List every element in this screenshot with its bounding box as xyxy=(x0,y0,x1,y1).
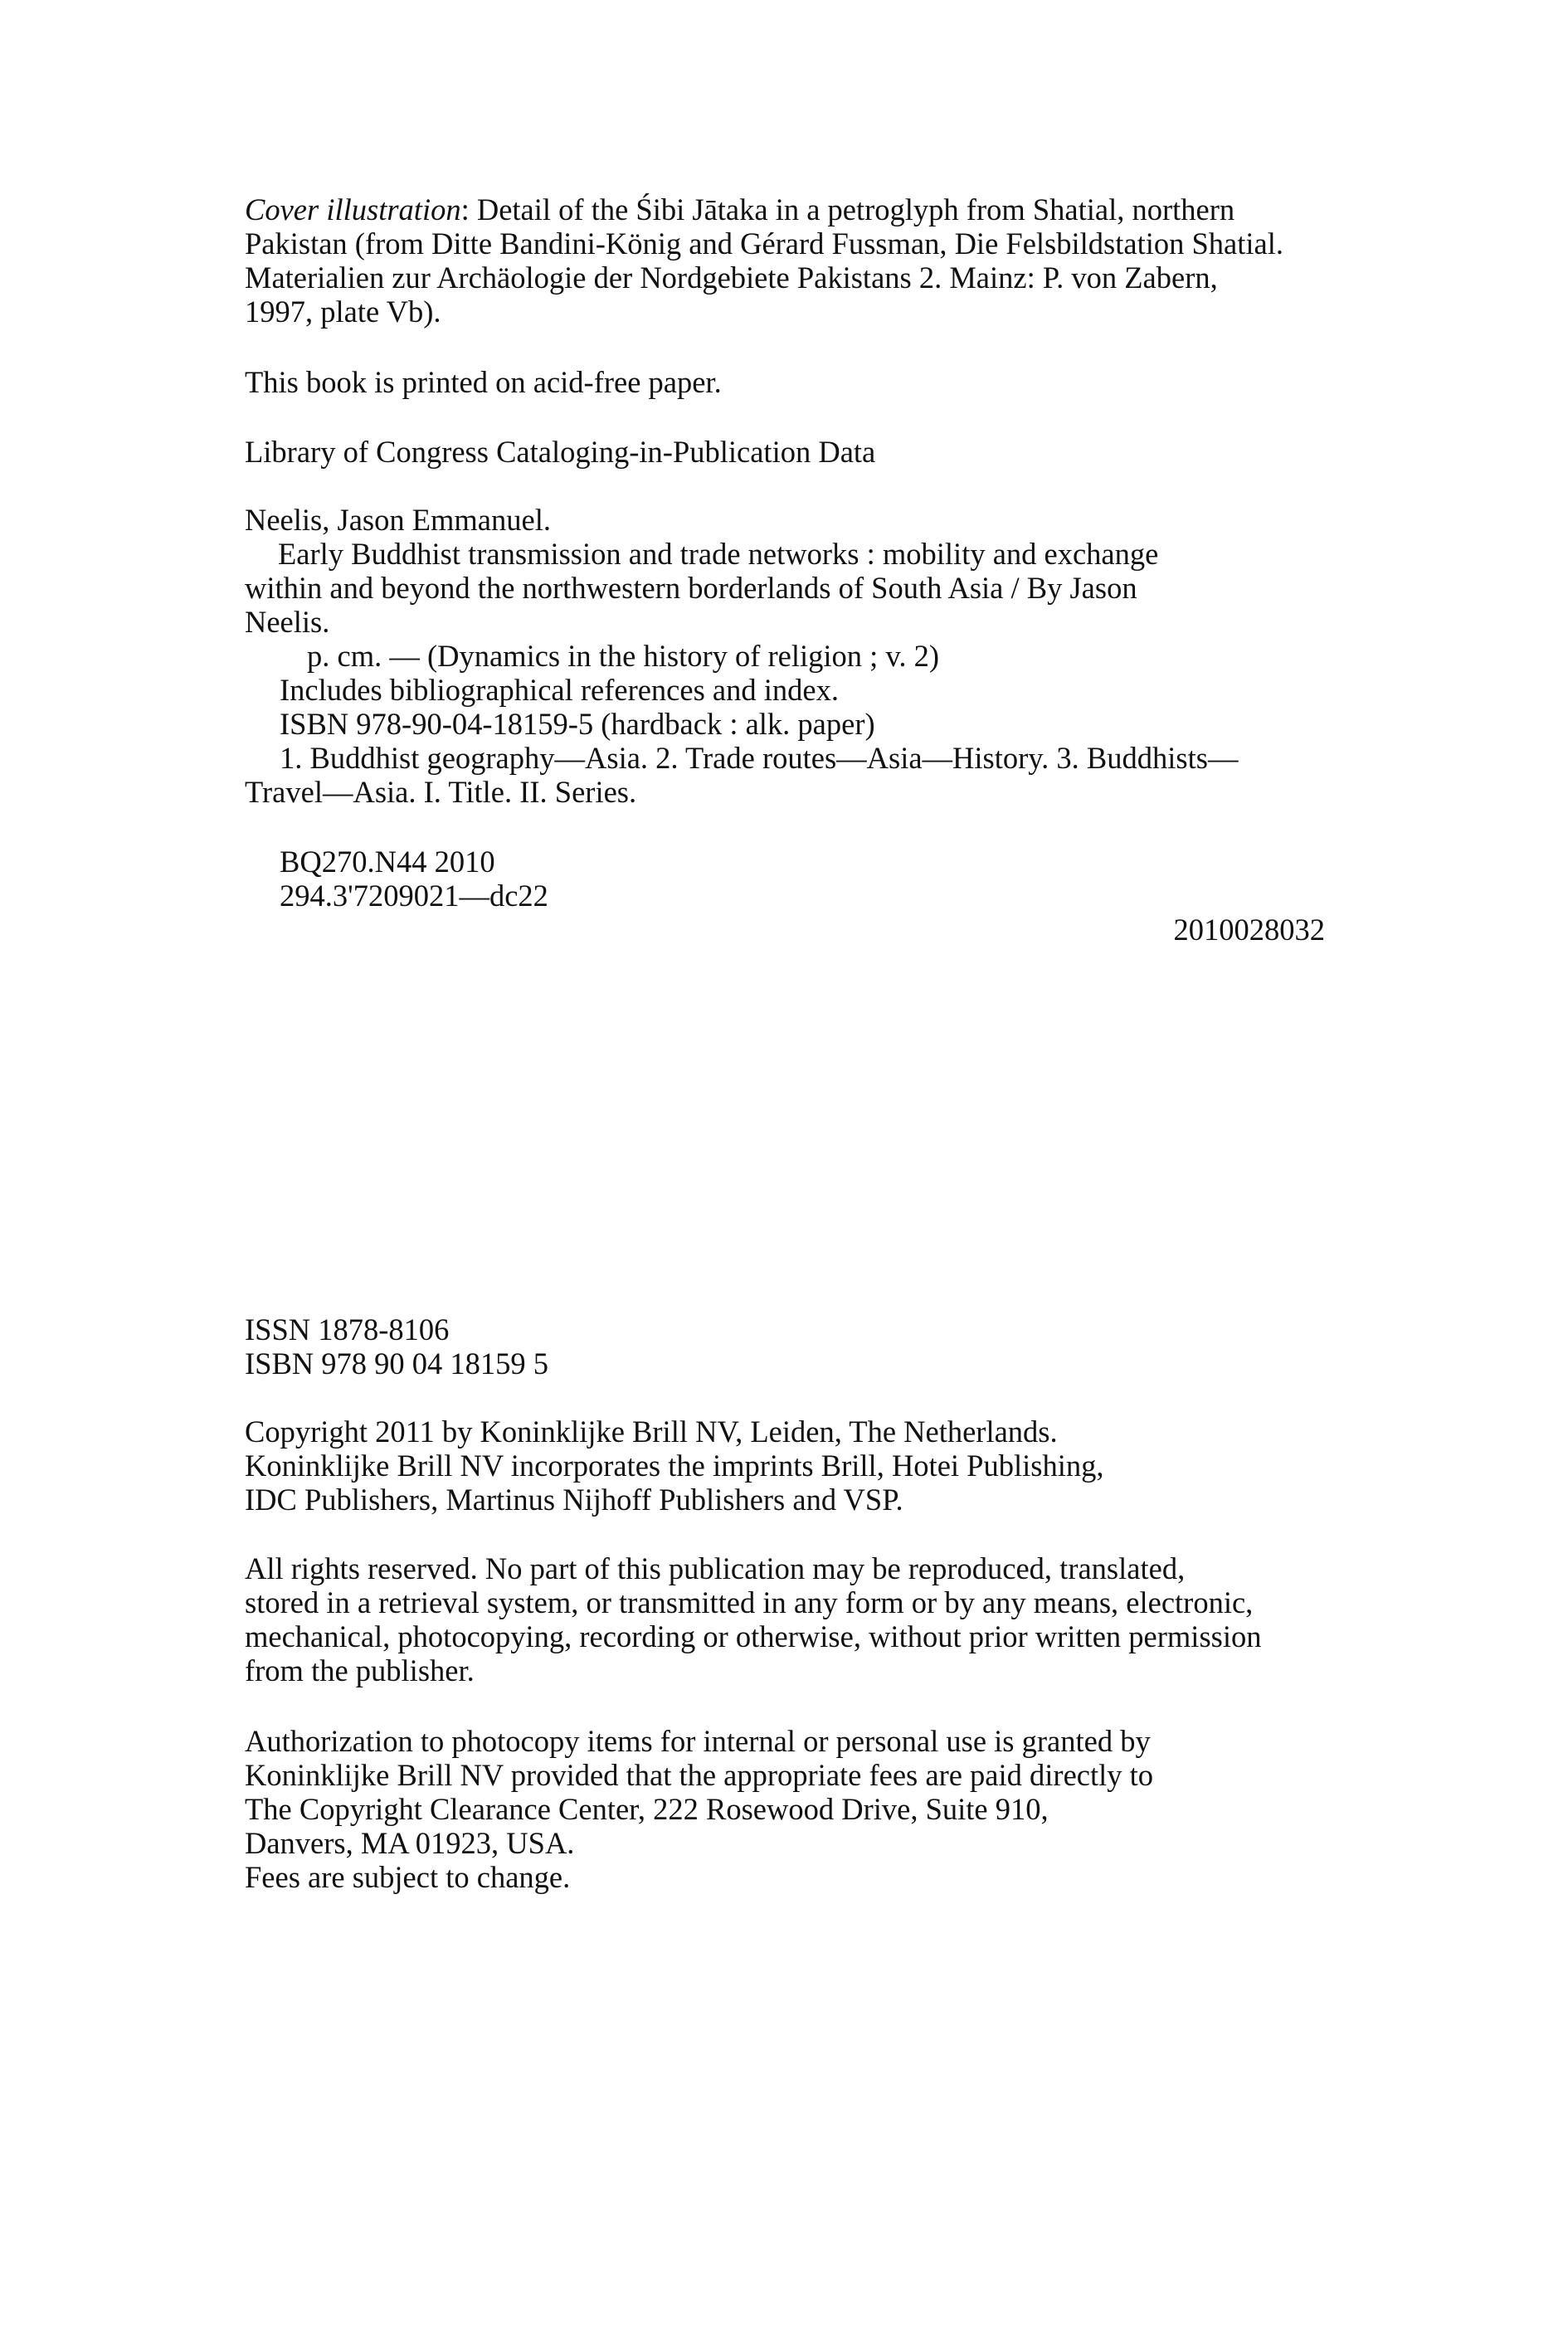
cip-physical-description: p. cm. — (Dynamics in the history of religion ; v. 2) xyxy=(307,639,939,673)
cip-heading: Library of Congress Cataloging-in-Publication Data xyxy=(245,435,876,469)
authorization-line-1: Authorization to photocopy items for internal or personal use is granted by xyxy=(245,1724,1151,1758)
cip-classification xyxy=(245,845,1332,913)
rights-reserved-notice xyxy=(245,1551,1332,1687)
authorization-line-5: Fees are subject to change. xyxy=(245,1860,571,1894)
rights-line-2: stored in a retrieval system, or transmitted in any form or by any means, electronic, xyxy=(245,1585,1254,1619)
cip-subjects-line-2: Travel—Asia. I. Title. II. Series. xyxy=(245,775,637,809)
authorization-line-2: Koninklijke Brill NV provided that the appropriate fees are paid directly to xyxy=(245,1758,1154,1792)
cover-illustration-line-3: Materialien zur Archäologie der Nordgebiete Pakistans 2. Mainz: P. von Zabern, xyxy=(245,261,1218,295)
cip-author: Neelis, Jason Emmanuel. xyxy=(245,503,551,537)
authorization-line-4: Danvers, MA 01923, USA. xyxy=(245,1826,575,1860)
cover-illustration-label: Cover illustration xyxy=(245,192,461,226)
cip-title-line-3: Neelis. xyxy=(245,605,330,639)
copyright-line-2: Koninklijke Brill NV incorporates the imprints Brill, Hotei Publishing, xyxy=(245,1449,1104,1483)
lccn-number: 2010028032 xyxy=(1173,913,1325,947)
cip-subjects-line-1: 1. Buddhist geography—Asia. 2. Trade routes—Asia—History. 3. Buddhists— xyxy=(280,741,1239,775)
cip-bibliography-note: Includes bibliographical references and index. xyxy=(280,673,839,707)
cover-illustration-line-2: Pakistan (from Ditte Bandini-König and Gérard Fussman, Die Felsbildstation Shatial. xyxy=(245,226,1283,261)
issn-isbn-block xyxy=(245,1312,1332,1381)
dewey-classification: 294.3'7209021—dc22 xyxy=(280,879,548,913)
rights-line-3: mechanical, photocopying, recording or otherwise, without prior written permission xyxy=(245,1619,1262,1653)
cip-record xyxy=(245,503,1332,809)
cover-illustration-line-1 xyxy=(245,192,1332,226)
authorization-line-3: The Copyright Clearance Center, 222 Rosewood Drive, Suite 910, xyxy=(245,1792,1049,1826)
cip-title-line-1: Early Buddhist transmission and trade networks : mobility and exchange xyxy=(278,537,1159,571)
issn: ISSN 1878-8106 xyxy=(245,1312,450,1346)
photocopy-authorization-notice xyxy=(245,1724,1332,1894)
rights-line-4: from the publisher. xyxy=(245,1653,475,1687)
cover-illustration-text: : Detail of the Śibi Jātaka in a petroglyph from Shatial, northern xyxy=(460,192,1235,226)
acid-free-paper-note: This book is printed on acid-free paper. xyxy=(245,365,722,399)
cover-illustration-note xyxy=(245,192,1332,329)
cip-isbn: ISBN 978-90-04-18159-5 (hardback : alk. paper) xyxy=(280,707,875,741)
rights-line-1: All rights reserved. No part of this publication may be reproduced, translated, xyxy=(245,1551,1186,1585)
lc-classification: BQ270.N44 2010 xyxy=(280,845,495,879)
copyright-notice xyxy=(245,1415,1332,1517)
copyright-line-1: Copyright 2011 by Koninklijke Brill NV, Leiden, The Netherlands. xyxy=(245,1415,1058,1449)
cip-title-line-2: within and beyond the northwestern borderlands of South Asia / By Jason xyxy=(245,571,1137,605)
isbn: ISBN 978 90 04 18159 5 xyxy=(245,1346,549,1381)
copyright-line-3: IDC Publishers, Martinus Nijhoff Publishers and VSP. xyxy=(245,1483,903,1517)
cover-illustration-line-4: 1997, plate Vb). xyxy=(245,295,441,329)
